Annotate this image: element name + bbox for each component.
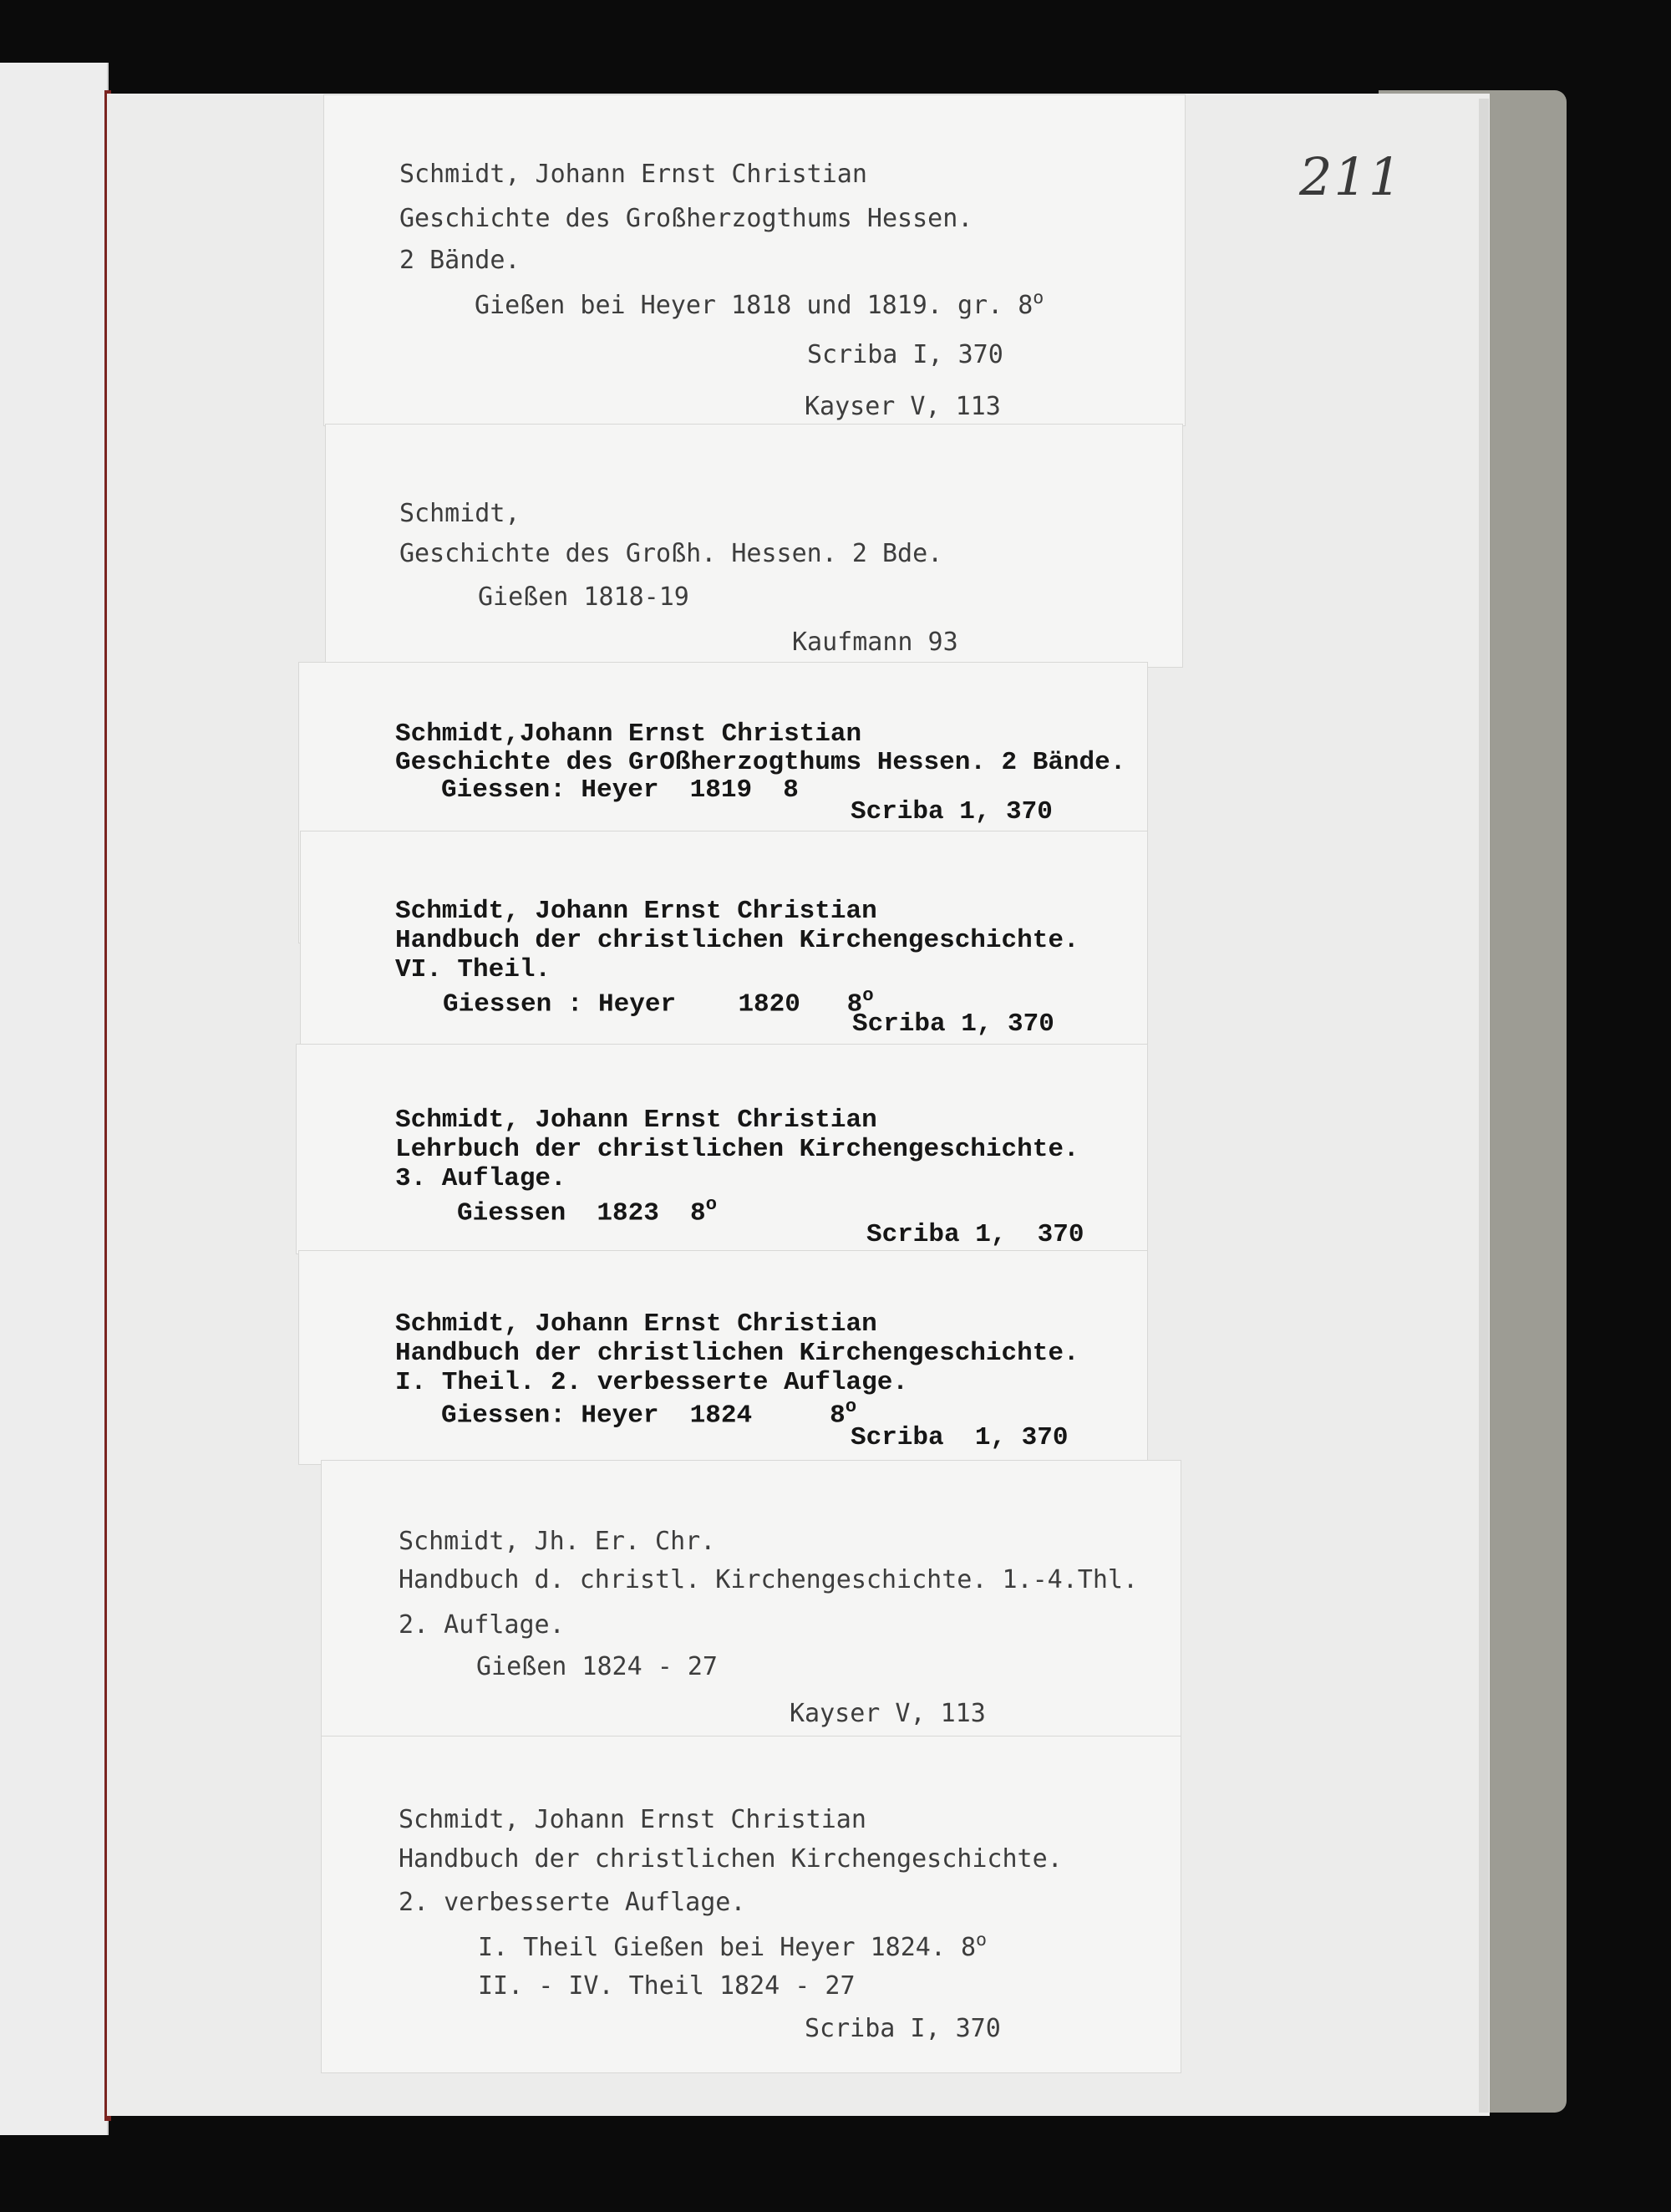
catalog-card: [322, 1737, 1181, 2072]
card-edition: 3. Auflage.: [395, 1164, 566, 1193]
card-reference: Scriba 1, 370: [851, 1423, 1069, 1452]
card-title: Geschichte des Großherzogthums Hessen.: [399, 204, 973, 233]
imprint-text: I. Theil Gießen bei Heyer 1824. 8: [478, 1932, 977, 1962]
card-reference: Kayser V, 113: [805, 392, 1001, 421]
card-author: Schmidt, Johann Ernst Christian: [395, 1106, 877, 1135]
card-imprint: [443, 984, 874, 1020]
card-title: Handbuch der christlichen Kirchengeschichte.: [395, 1339, 1079, 1368]
card-author: Schmidt,: [399, 499, 521, 528]
format-degree: o: [976, 1930, 988, 1950]
card-reference: Scriba I, 370: [805, 2014, 1001, 2043]
card-imprint: [475, 289, 1044, 318]
card-author: Schmidt, Johann Ernst Christian: [395, 1309, 877, 1339]
card-author: Schmidt, Johann Ernst Christian: [399, 160, 867, 189]
card-volumes: 2 Bände.: [399, 246, 521, 275]
card-imprint-continued: II. - IV. Theil 1824 - 27: [478, 1971, 856, 2001]
folio-number: 211: [1299, 146, 1404, 207]
card-title: Handbuch der christlichen Kirchengeschichte.: [399, 1844, 1063, 1874]
catalog-card: [324, 95, 1185, 425]
card-author: Schmidt, Jh. Er. Chr.: [399, 1527, 716, 1556]
card-title: Handbuch der christlichen Kirchengeschichte.: [395, 926, 1079, 955]
format-degree: o: [705, 1193, 718, 1215]
left-page: [0, 63, 109, 2135]
catalog-card: [299, 1251, 1147, 1464]
card-part: I. Theil. 2. verbesserte Auflage.: [395, 1368, 908, 1397]
imprint-text: Gießen bei Heyer 1818 und 1819. gr. 8: [475, 290, 1034, 320]
card-author: Schmidt, Johann Ernst Christian: [395, 897, 877, 926]
card-edition: 2. verbesserte Auflage.: [399, 1888, 746, 1917]
card-reference: Kaufmann 93: [792, 628, 958, 657]
card-imprint: [441, 1396, 857, 1431]
catalog-card: [301, 831, 1147, 1053]
format-degree: o: [1033, 287, 1044, 308]
card-author: Schmidt, Johann Ernst Christian: [399, 1805, 866, 1834]
catalog-card: [326, 425, 1182, 667]
format-degree: o: [862, 984, 874, 1006]
card-imprint: [457, 1195, 717, 1226]
card-author: Schmidt,Johann Ernst Christian: [395, 720, 862, 749]
card-reference: Kayser V, 113: [790, 1699, 986, 1728]
card-reference: Scriba 1, 370: [852, 1009, 1054, 1039]
card-title: Geschichte des GrOßherzogthums Hessen. 2 Bände.: [395, 748, 1126, 777]
card-reference: Scriba 1, 370: [851, 797, 1053, 826]
card-title: Geschichte des Großh. Hessen. 2 Bde.: [399, 539, 943, 568]
card-imprint: Giessen: Heyer 1819 8: [441, 775, 799, 805]
card-reference: Scriba 1, 370: [866, 1220, 1084, 1249]
card-title: Handbuch d. christl. Kirchengeschichte. 1.-4.Thl.: [399, 1565, 1139, 1594]
card-imprint: Gießen 1824 - 27: [476, 1652, 718, 1681]
card-part: VI. Theil.: [395, 955, 551, 984]
card-reference: Scriba I, 370: [807, 340, 1003, 369]
card-imprint: Gießen 1818-19: [478, 582, 689, 612]
imprint-text: Giessen 1823 8: [457, 1198, 706, 1228]
format-degree: o: [845, 1396, 857, 1417]
card-imprint: [478, 1931, 987, 1960]
catalog-card: [322, 1461, 1181, 1737]
imprint-text: Giessen : Heyer 1820 8: [443, 989, 863, 1020]
imprint-text: Giessen: Heyer 1824 8: [441, 1401, 846, 1431]
card-edition: 2. Auflage.: [399, 1610, 565, 1640]
card-title: Lehrbuch der christlichen Kirchengeschichte.: [395, 1135, 1079, 1164]
catalog-card: [297, 1045, 1147, 1253]
page-edge: [1479, 99, 1489, 2113]
